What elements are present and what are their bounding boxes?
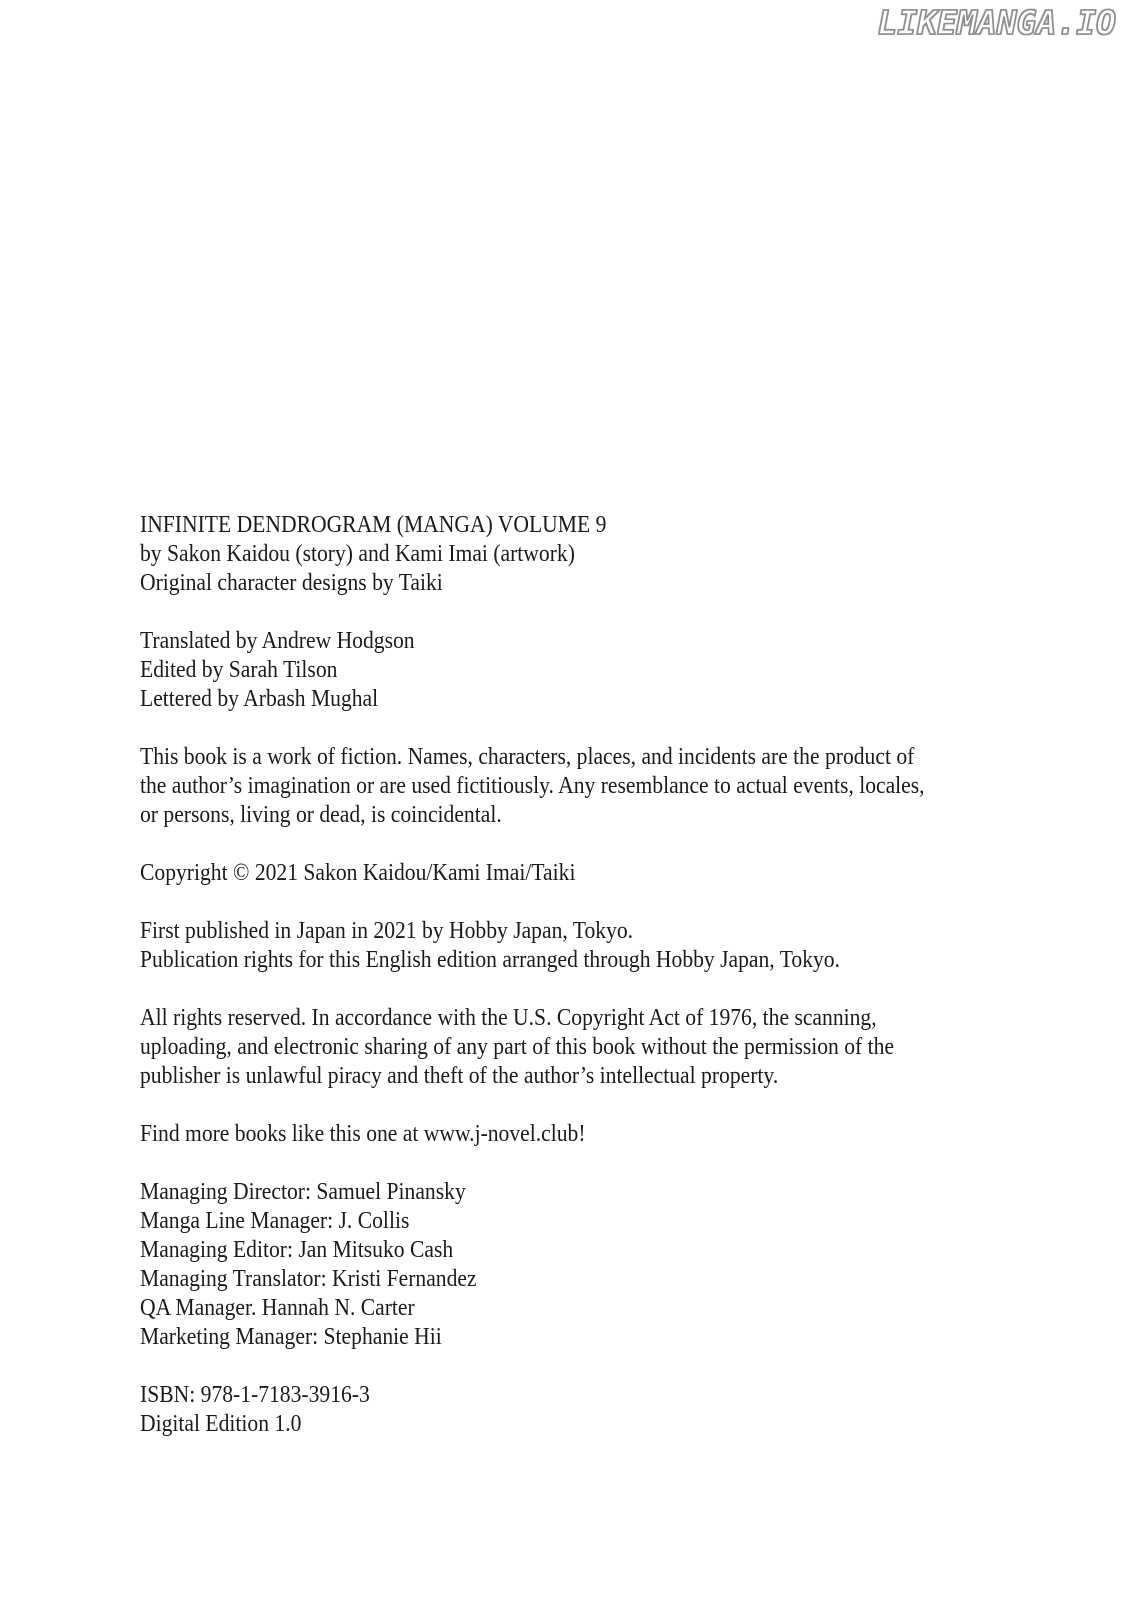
manga-line-manager-credit: Manga Line Manager: J. Collis [140,1208,410,1234]
managing-director-credit: Managing Director: Samuel Pinansky [140,1179,466,1205]
letterer-credit: Lettered by Arbash Mughal [140,686,379,712]
disclaimer-line: or persons, living or dead, is coincidental. [140,802,502,828]
managing-translator-credit: Managing Translator: Kristi Fernandez [140,1266,477,1292]
promo-block [140,1120,925,1149]
managing-editor-credit: Managing Editor: Jan Mitsuko Cash [140,1237,454,1263]
rights-line: uploading, and electronic sharing of any part of this book without the permission of the [140,1034,895,1060]
rights-notice [140,1004,925,1091]
first-published-line: First published in Japan in 2021 by Hobby Japan, Tokyo. [140,918,634,944]
copyright-line: Copyright © 2021 Sakon Kaidou/Kami Imai/Taiki [140,860,576,886]
digital-edition-line: Digital Edition 1.0 [140,1411,302,1437]
promo-line: Find more books like this one at www.j-novel.club! [140,1121,586,1147]
disclaimer-line: This book is a work of fiction. Names, characters, places, and incidents are the product of [140,744,915,770]
colophon-text-column [140,511,925,1439]
book-authors: by Sakon Kaidou (story) and Kami Imai (artwork) [140,541,575,567]
marketing-manager-credit: Marketing Manager: Stephanie Hii [140,1324,442,1350]
edition-block [140,1381,925,1439]
disclaimer-line: the author’s imagination or are used fictitiously. Any resemblance to actual events, locales, [140,773,925,799]
publication-block [140,917,925,975]
staff-block [140,627,925,714]
isbn-line: ISBN: 978-1-7183-3916-3 [140,1382,370,1408]
editor-credit: Edited by Sarah Tilson [140,657,338,683]
rights-line: All rights reserved. In accordance with the U.S. Copyright Act of 1976, the scanning, [140,1005,877,1031]
copyright-block [140,859,925,888]
publication-rights-line: Publication rights for this English edition arranged through Hobby Japan, Tokyo. [140,947,841,973]
rights-line: publisher is unlawful piracy and theft of the author’s intellectual property. [140,1063,779,1089]
credits-block [140,1178,925,1352]
site-watermark: LIKEMANGA.IO [877,3,1116,42]
character-designs-credit: Original character designs by Taiki [140,570,443,596]
translator-credit: Translated by Andrew Hodgson [140,628,415,654]
book-title: INFINITE DENDROGRAM (MANGA) VOLUME 9 [140,512,607,538]
title-block [140,511,925,598]
qa-manager-credit: QA Manager. Hannah N. Carter [140,1295,415,1321]
fiction-disclaimer [140,743,925,830]
